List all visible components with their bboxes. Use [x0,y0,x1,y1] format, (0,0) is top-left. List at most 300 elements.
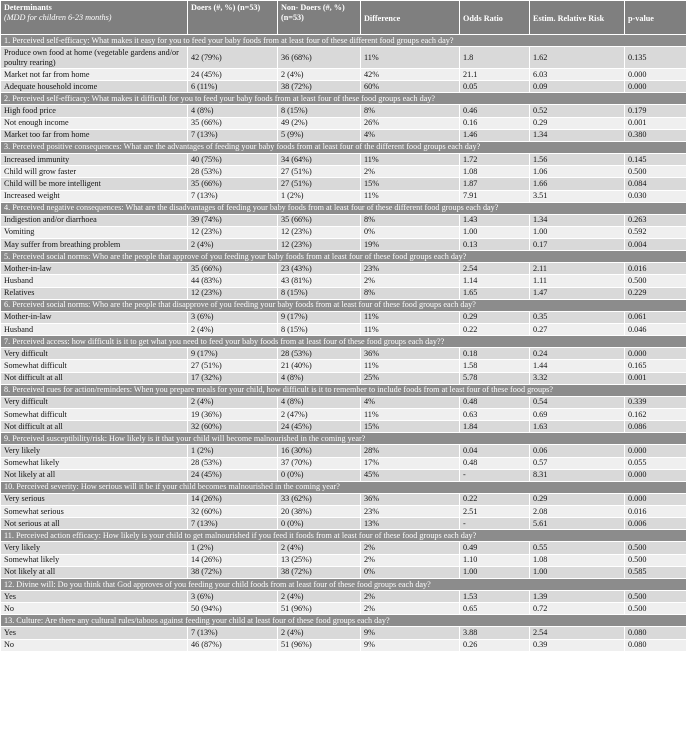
cell-nondoers: 2 (47%) [278,408,361,420]
cell-difference: 19% [361,239,460,251]
table-row [1,178,686,190]
cell-doers: 44 (83%) [188,275,278,287]
cell-odds-ratio: 1.84 [460,421,530,433]
table-row [1,591,686,603]
cell-p-value: 0.500 [625,275,686,287]
cell-determinant: Yes [1,591,188,603]
cell-odds-ratio: 7.91 [460,190,530,202]
cell-doers: 4 (8%) [188,105,278,117]
cell-doers: 17 (32%) [188,372,278,384]
cell-odds-ratio: 0.04 [460,445,530,457]
table-row [1,263,686,275]
cell-p-value: 0.162 [625,408,686,420]
header-p-value: p-value [625,1,686,35]
table-row [1,324,686,336]
table-row [1,287,686,299]
cell-relative-risk: 6.03 [530,69,625,81]
table-row [1,226,686,238]
cell-difference: 9% [361,639,460,651]
cell-nondoers: 4 (8%) [278,372,361,384]
cell-p-value: 0.165 [625,360,686,372]
cell-odds-ratio: 1.10 [460,554,530,566]
cell-p-value: 0.080 [625,639,686,651]
cell-difference: 13% [361,518,460,530]
cell-odds-ratio: 0.29 [460,311,530,323]
cell-relative-risk: 0.17 [530,239,625,251]
cell-relative-risk: 0.29 [530,493,625,505]
cell-doers: 28 (53%) [188,166,278,178]
cell-nondoers: 37 (70%) [278,457,361,469]
cell-determinant: Husband [1,275,188,287]
cell-relative-risk: 5.61 [530,518,625,530]
cell-relative-risk: 1.66 [530,178,625,190]
cell-doers: 24 (45%) [188,69,278,81]
cell-difference: 11% [361,324,460,336]
cell-difference: 4% [361,396,460,408]
cell-relative-risk: 1.00 [530,226,625,238]
cell-odds-ratio: 1.72 [460,153,530,165]
cell-difference: 8% [361,105,460,117]
cell-determinant: Very likely [1,542,188,554]
cell-determinant: No [1,639,188,651]
cell-doers: 38 (72%) [188,566,278,578]
cell-determinant: Child will be more intelligent [1,178,188,190]
cell-difference: 60% [361,81,460,93]
cell-p-value: 0.500 [625,542,686,554]
cell-nondoers: 4 (8%) [278,396,361,408]
cell-doers: 32 (60%) [188,421,278,433]
cell-nondoers: 51 (96%) [278,603,361,615]
section-title: 2. Perceived self-efficacy: What makes it difficult for you to feed your baby foods from at least four of these food groups each day? [1,93,686,105]
cell-relative-risk: 1.11 [530,275,625,287]
cell-determinant: Husband [1,324,188,336]
cell-doers: 3 (6%) [188,591,278,603]
cell-doers: 1 (2%) [188,542,278,554]
table-row [1,311,686,323]
header-nondoers: Non- Doers (#, %) (n=53) [278,1,361,35]
table-header-row [1,1,686,35]
cell-relative-risk: 0.24 [530,348,625,360]
cell-p-value: 0.000 [625,493,686,505]
cell-p-value: 0.500 [625,603,686,615]
cell-determinant: No [1,603,188,615]
cell-relative-risk: 0.27 [530,324,625,336]
cell-relative-risk: 0.39 [530,639,625,651]
cell-determinant: Mother-in-law [1,311,188,323]
cell-odds-ratio: 0.16 [460,117,530,129]
cell-doers: 7 (13%) [188,129,278,141]
table-row [1,239,686,251]
section-title: 1. Perceived self-efficacy: What makes it easy for you to feed your baby foods from at least four of these different food groups each day? [1,35,686,47]
cell-nondoers: 34 (64%) [278,153,361,165]
cell-doers: 12 (23%) [188,226,278,238]
cell-doers: 14 (26%) [188,493,278,505]
cell-difference: 17% [361,457,460,469]
cell-odds-ratio: 1.46 [460,129,530,141]
cell-p-value: 0.000 [625,469,686,481]
table-row [1,69,686,81]
cell-p-value: 0.001 [625,117,686,129]
cell-difference: 2% [361,554,460,566]
cell-doers: 35 (66%) [188,263,278,275]
section-header-row [1,433,686,445]
cell-odds-ratio: 21.1 [460,69,530,81]
header-determinants-subtitle: (MDD for children 6-23 months) [4,13,112,22]
cell-determinant: Very difficult [1,396,188,408]
cell-doers: 6 (11%) [188,81,278,93]
cell-p-value: 0.500 [625,166,686,178]
cell-determinant: Not likely at all [1,469,188,481]
section-header-row [1,251,686,263]
section-header-row [1,615,686,627]
cell-odds-ratio: 0.49 [460,542,530,554]
cell-relative-risk: 1.34 [530,129,625,141]
cell-determinant: High food price [1,105,188,117]
table-row [1,275,686,287]
cell-nondoers: 38 (72%) [278,566,361,578]
cell-relative-risk: 1.63 [530,421,625,433]
cell-p-value: 0.000 [625,81,686,93]
section-header-row [1,141,686,153]
cell-difference: 8% [361,214,460,226]
cell-difference: 4% [361,129,460,141]
cell-odds-ratio: 0.48 [460,457,530,469]
cell-relative-risk: 1.39 [530,591,625,603]
table-row [1,566,686,578]
cell-determinant: Indigestion and/or diarrhoea [1,214,188,226]
section-title: 5. Perceived social norms: Who are the people that approve of you feeding your baby foods from at least four of these food groups each day? [1,251,686,263]
cell-difference: 9% [361,627,460,639]
cell-determinant: Yes [1,627,188,639]
cell-p-value: 0.339 [625,396,686,408]
cell-relative-risk: 0.06 [530,445,625,457]
cell-odds-ratio: 1.8 [460,47,530,69]
cell-relative-risk: 1.44 [530,360,625,372]
cell-p-value: 0.500 [625,591,686,603]
section-header-row [1,481,686,493]
cell-p-value: 0.000 [625,348,686,360]
cell-odds-ratio: - [460,469,530,481]
cell-odds-ratio: 0.46 [460,105,530,117]
cell-determinant: Not difficult at all [1,421,188,433]
cell-doers: 12 (23%) [188,287,278,299]
table-row [1,518,686,530]
header-odds-ratio: Odds Ratio [460,1,530,35]
table-row [1,360,686,372]
cell-relative-risk: 0.09 [530,81,625,93]
cell-doers: 9 (17%) [188,348,278,360]
cell-doers: 7 (13%) [188,518,278,530]
table-row [1,457,686,469]
cell-odds-ratio: 0.48 [460,396,530,408]
cell-doers: 24 (45%) [188,469,278,481]
cell-determinant: Child will grow faster [1,166,188,178]
cell-nondoers: 2 (4%) [278,542,361,554]
cell-determinant: May suffer from breathing problem [1,239,188,251]
cell-difference: 42% [361,69,460,81]
cell-relative-risk: 0.35 [530,311,625,323]
cell-doers: 27 (51%) [188,360,278,372]
cell-doers: 2 (4%) [188,239,278,251]
section-title: 12. Divine will: Do you think that God approves of you feeding your child foods from at least four of these food groups each day? [1,579,686,591]
cell-relative-risk: 1.00 [530,566,625,578]
cell-odds-ratio: 1.58 [460,360,530,372]
cell-nondoers: 24 (45%) [278,421,361,433]
cell-relative-risk: 1.47 [530,287,625,299]
section-header-row [1,35,686,47]
cell-odds-ratio: 1.00 [460,226,530,238]
cell-p-value: 0.592 [625,226,686,238]
cell-doers: 46 (87%) [188,639,278,651]
table-row [1,542,686,554]
cell-doers: 40 (75%) [188,153,278,165]
cell-doers: 7 (13%) [188,190,278,202]
cell-nondoers: 20 (38%) [278,506,361,518]
header-doers: Doers (#, %) (n=53) [188,1,278,35]
cell-doers: 35 (66%) [188,178,278,190]
cell-doers: 32 (60%) [188,506,278,518]
cell-relative-risk: 1.56 [530,153,625,165]
table-row [1,506,686,518]
cell-relative-risk: 1.62 [530,47,625,69]
section-title: 9. Perceived susceptibility/risk: How likely is it that your child will become malnourished in the coming year? [1,433,686,445]
cell-nondoers: 2 (4%) [278,591,361,603]
cell-p-value: 0.135 [625,47,686,69]
cell-p-value: 0.001 [625,372,686,384]
cell-nondoers: 36 (68%) [278,47,361,69]
cell-p-value: 0.000 [625,445,686,457]
section-title: 11. Perceived action efficacy: How likely is your child to get malnourished if you feed it foods from at least four of these food groups each day? [1,530,686,542]
cell-difference: 23% [361,506,460,518]
cell-odds-ratio: 0.22 [460,493,530,505]
cell-relative-risk: 0.52 [530,105,625,117]
cell-doers: 35 (66%) [188,117,278,129]
cell-difference: 11% [361,47,460,69]
table-row [1,493,686,505]
cell-p-value: 0.500 [625,554,686,566]
cell-difference: 11% [361,153,460,165]
cell-difference: 25% [361,372,460,384]
table-row [1,117,686,129]
cell-odds-ratio: 0.65 [460,603,530,615]
cell-difference: 28% [361,445,460,457]
cell-nondoers: 23 (43%) [278,263,361,275]
cell-relative-risk: 3.51 [530,190,625,202]
cell-determinant: Not difficult at all [1,372,188,384]
cell-p-value: 0.380 [625,129,686,141]
cell-determinant: Somewhat likely [1,457,188,469]
cell-nondoers: 2 (4%) [278,69,361,81]
cell-odds-ratio: 1.14 [460,275,530,287]
cell-p-value: 0.084 [625,178,686,190]
cell-doers: 2 (4%) [188,396,278,408]
cell-doers: 2 (4%) [188,324,278,336]
cell-relative-risk: 0.72 [530,603,625,615]
cell-nondoers: 21 (40%) [278,360,361,372]
section-header-row [1,579,686,591]
cell-nondoers: 9 (17%) [278,311,361,323]
table-row [1,214,686,226]
cell-difference: 15% [361,421,460,433]
cell-odds-ratio: 1.08 [460,166,530,178]
cell-difference: 36% [361,348,460,360]
table-row [1,81,686,93]
table-row [1,105,686,117]
cell-determinant: Vomiting [1,226,188,238]
cell-determinant: Somewhat difficult [1,408,188,420]
section-header-row [1,93,686,105]
cell-nondoers: 8 (15%) [278,287,361,299]
cell-odds-ratio: 0.63 [460,408,530,420]
cell-odds-ratio: 0.13 [460,239,530,251]
cell-determinant: Relatives [1,287,188,299]
cell-determinant: Market not far from home [1,69,188,81]
header-relative-risk: Estim. Relative Risk [530,1,625,35]
table-row [1,47,686,69]
cell-p-value: 0.229 [625,287,686,299]
cell-p-value: 0.030 [625,190,686,202]
cell-determinant: Mother-in-law [1,263,188,275]
cell-odds-ratio: 1.53 [460,591,530,603]
cell-determinant: Not serious at all [1,518,188,530]
header-determinants-label: Determinants [4,3,52,12]
cell-doers: 39 (74%) [188,214,278,226]
cell-determinant: Produce own food at home (vegetable gardens and/or poultry rearing) [1,47,188,69]
cell-p-value: 0.016 [625,263,686,275]
cell-nondoers: 12 (23%) [278,226,361,238]
section-title: 4. Perceived negative consequences: What are the disadvantages of feeding your baby foods from at least four of these different food groups each day? [1,202,686,214]
cell-doers: 3 (6%) [188,311,278,323]
cell-nondoers: 33 (62%) [278,493,361,505]
cell-relative-risk: 0.57 [530,457,625,469]
cell-odds-ratio: 3.88 [460,627,530,639]
cell-nondoers: 1 (2%) [278,190,361,202]
cell-p-value: 0.061 [625,311,686,323]
section-title: 6. Perceived social norms: Who are the people that disapprove of you feeding your baby foods from at least four of these food groups each day? [1,299,686,311]
cell-difference: 15% [361,178,460,190]
cell-nondoers: 12 (23%) [278,239,361,251]
cell-odds-ratio: 2.51 [460,506,530,518]
table-row [1,469,686,481]
cell-p-value: 0.004 [625,239,686,251]
cell-odds-ratio: 0.05 [460,81,530,93]
table-row [1,639,686,651]
table-row [1,372,686,384]
cell-nondoers: 2 (4%) [278,627,361,639]
section-header-row [1,299,686,311]
cell-difference: 26% [361,117,460,129]
table-row [1,190,686,202]
header-determinants [1,1,188,35]
cell-determinant: Somewhat likely [1,554,188,566]
cell-doers: 7 (13%) [188,627,278,639]
cell-difference: 8% [361,287,460,299]
cell-difference: 45% [361,469,460,481]
cell-determinant: Somewhat difficult [1,360,188,372]
table-row [1,445,686,457]
cell-difference: 2% [361,166,460,178]
cell-determinant: Very serious [1,493,188,505]
cell-relative-risk: 0.55 [530,542,625,554]
table-row [1,348,686,360]
cell-determinant: Very likely [1,445,188,457]
cell-p-value: 0.080 [625,627,686,639]
cell-difference: 11% [361,360,460,372]
cell-relative-risk: 2.11 [530,263,625,275]
cell-odds-ratio: 1.43 [460,214,530,226]
cell-determinant: Somewhat serious [1,506,188,518]
cell-nondoers: 51 (96%) [278,639,361,651]
cell-relative-risk: 1.08 [530,554,625,566]
cell-relative-risk: 2.08 [530,506,625,518]
cell-nondoers: 28 (53%) [278,348,361,360]
cell-p-value: 0.145 [625,153,686,165]
cell-determinant: Not enough income [1,117,188,129]
section-header-row [1,530,686,542]
cell-odds-ratio: 0.26 [460,639,530,651]
cell-odds-ratio: 0.22 [460,324,530,336]
cell-doers: 14 (26%) [188,554,278,566]
cell-p-value: 0.263 [625,214,686,226]
table-row [1,129,686,141]
table-row [1,153,686,165]
section-header-row [1,202,686,214]
cell-odds-ratio: 2.54 [460,263,530,275]
cell-odds-ratio: - [460,518,530,530]
cell-p-value: 0.585 [625,566,686,578]
cell-nondoers: 8 (15%) [278,105,361,117]
cell-p-value: 0.046 [625,324,686,336]
cell-odds-ratio: 1.65 [460,287,530,299]
cell-odds-ratio: 1.00 [460,566,530,578]
cell-nondoers: 16 (30%) [278,445,361,457]
cell-difference: 2% [361,591,460,603]
cell-p-value: 0.055 [625,457,686,469]
cell-relative-risk: 0.69 [530,408,625,420]
cell-relative-risk: 8.31 [530,469,625,481]
cell-nondoers: 27 (51%) [278,166,361,178]
header-difference: Difference [361,1,460,35]
cell-nondoers: 5 (9%) [278,129,361,141]
cell-relative-risk: 1.34 [530,214,625,226]
section-title: 8. Perceived cues for action/reminders: When you prepare meals for your child, how difficult is it to remember to include foods from at least four of these food groups? [1,384,686,396]
cell-determinant: Adequate household income [1,81,188,93]
table-row [1,421,686,433]
table-row [1,166,686,178]
cell-doers: 19 (36%) [188,408,278,420]
table-row [1,603,686,615]
table-row [1,627,686,639]
cell-determinant: Increased weight [1,190,188,202]
section-title: 10. Perceived severity: How serious will it be if your child becomes malnourished in the coming year? [1,481,686,493]
cell-difference: 2% [361,542,460,554]
cell-difference: 2% [361,603,460,615]
cell-nondoers: 38 (72%) [278,81,361,93]
cell-determinant: Very difficult [1,348,188,360]
cell-nondoers: 43 (81%) [278,275,361,287]
cell-nondoers: 27 (51%) [278,178,361,190]
cell-relative-risk: 2.54 [530,627,625,639]
cell-determinant: Not likely at all [1,566,188,578]
cell-relative-risk: 3.32 [530,372,625,384]
table-row [1,396,686,408]
cell-p-value: 0.000 [625,69,686,81]
cell-relative-risk: 0.54 [530,396,625,408]
cell-doers: 28 (53%) [188,457,278,469]
cell-nondoers: 0 (0%) [278,518,361,530]
table-row [1,408,686,420]
cell-odds-ratio: 0.18 [460,348,530,360]
